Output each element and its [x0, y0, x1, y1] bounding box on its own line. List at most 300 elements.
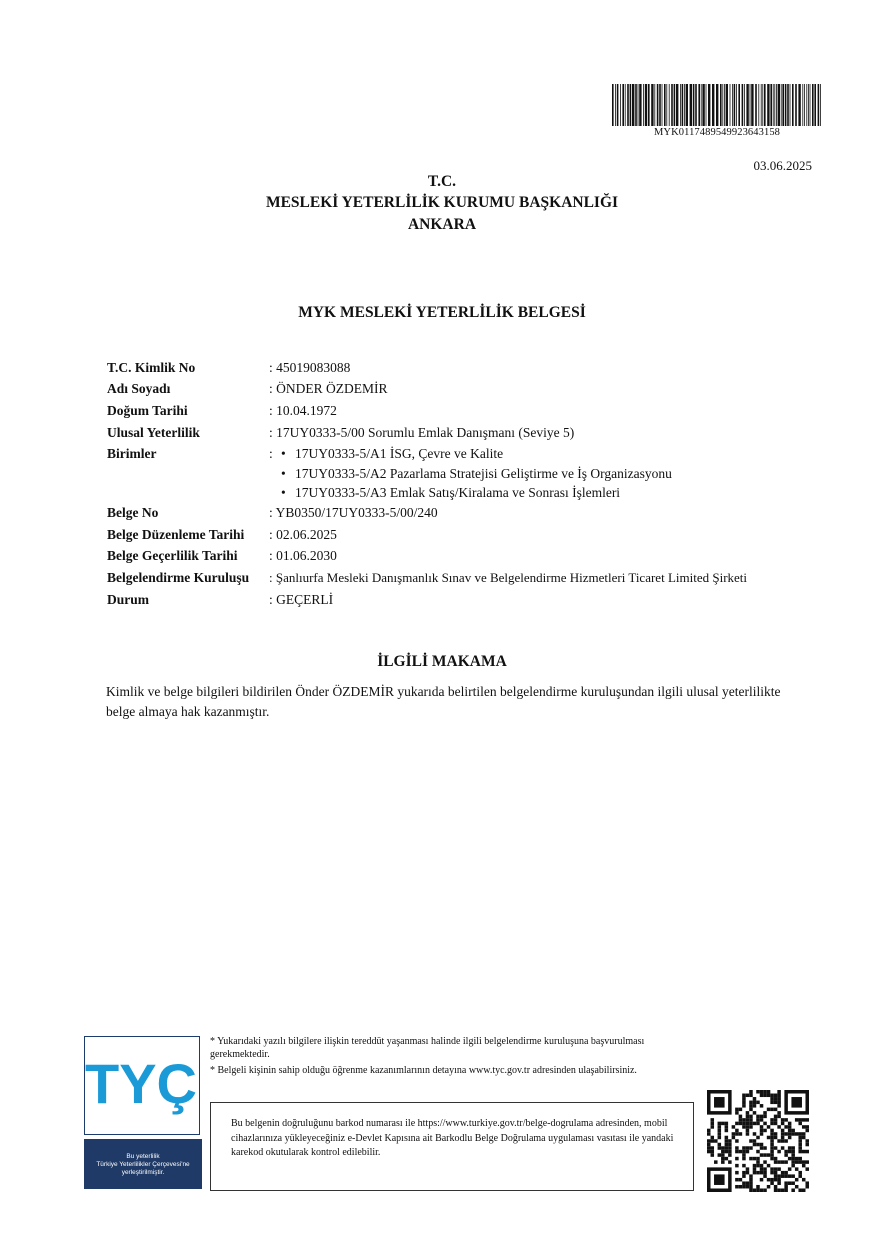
qr-module	[760, 1143, 764, 1147]
qr-module	[791, 1174, 795, 1178]
qr-module	[756, 1188, 760, 1192]
qr-module	[728, 1150, 732, 1154]
qr-module	[791, 1164, 795, 1168]
qr-module	[777, 1101, 781, 1105]
barcode-bar	[818, 84, 820, 126]
qr-module	[788, 1136, 792, 1140]
qr-module	[774, 1118, 778, 1122]
qr-module	[767, 1153, 771, 1157]
barcode-bar	[814, 84, 816, 126]
qr-module	[763, 1129, 767, 1133]
barcode-bar	[659, 84, 661, 126]
barcode-bar	[690, 84, 692, 126]
barcode-bar	[669, 84, 670, 126]
qr-module	[791, 1160, 795, 1164]
barcode-bar	[706, 84, 707, 126]
qr-module	[732, 1132, 736, 1136]
qr-module	[760, 1164, 764, 1168]
barcode-bar	[804, 84, 805, 126]
qr-module	[767, 1136, 771, 1140]
qr-module	[763, 1160, 767, 1164]
qr-module	[739, 1178, 743, 1182]
barcode-bar	[764, 84, 766, 126]
qr-module	[774, 1185, 778, 1189]
qr-module	[770, 1146, 774, 1150]
qr-module	[763, 1153, 767, 1157]
label-dogum-tarihi: Doğum Tarihi	[107, 403, 188, 418]
qr-code	[707, 1090, 809, 1192]
qr-module	[746, 1129, 750, 1133]
qr-module	[774, 1115, 778, 1119]
qr-module	[718, 1136, 722, 1140]
qr-module	[791, 1157, 795, 1161]
qr-module	[753, 1164, 757, 1168]
qr-module	[735, 1129, 739, 1133]
qr-module	[791, 1146, 795, 1150]
qr-module	[760, 1104, 764, 1108]
barcode-bar	[680, 84, 681, 126]
qr-module	[784, 1139, 788, 1143]
unit-list	[279, 444, 839, 503]
qr-module	[746, 1125, 750, 1129]
qr-module	[714, 1139, 718, 1143]
barcode-bar	[812, 84, 814, 126]
qr-module	[746, 1122, 750, 1126]
qr-module	[774, 1122, 778, 1126]
qr-module	[711, 1146, 715, 1150]
qr-module	[735, 1157, 739, 1161]
barcode-bar	[635, 84, 637, 126]
qr-module	[749, 1188, 753, 1192]
value-ulusal-yeterlilik: : 17UY0333-5/00 Sorumlu Emlak Danışmanı (Seviye 5)	[269, 425, 575, 440]
qr-module	[763, 1167, 767, 1171]
qr-module	[788, 1174, 792, 1178]
qr-module	[788, 1129, 792, 1133]
qr-module	[774, 1188, 778, 1192]
barcode-bar	[720, 84, 722, 126]
qr-module	[795, 1160, 799, 1164]
qr-module	[805, 1167, 809, 1171]
qr-module	[774, 1094, 778, 1098]
qr-module	[753, 1132, 757, 1136]
barcode-bar	[695, 84, 697, 126]
qr-module	[753, 1101, 757, 1105]
label-belge-duzenleme-tarihi: Belge Düzenleme Tarihi	[107, 527, 245, 542]
label-belge-gecerlilik-tarihi: Belge Geçerlilik Tarihi	[107, 548, 238, 563]
qr-module	[735, 1171, 739, 1175]
qr-module	[770, 1171, 774, 1175]
qr-module	[756, 1150, 760, 1154]
qr-module	[788, 1122, 792, 1126]
barcode-bar	[654, 84, 655, 126]
qr-module	[770, 1118, 774, 1122]
qr-module	[756, 1143, 760, 1147]
qr-module	[711, 1118, 715, 1122]
qr-module	[725, 1129, 729, 1133]
qr-module	[784, 1171, 788, 1175]
qr-module	[802, 1150, 806, 1154]
qr-module	[791, 1181, 795, 1185]
qr-module	[746, 1167, 750, 1171]
qr-module	[788, 1146, 792, 1150]
barcode-bar	[686, 84, 688, 126]
qr-module	[805, 1143, 809, 1147]
qr-module	[760, 1129, 764, 1133]
qr-module	[770, 1132, 774, 1136]
qr-module	[749, 1104, 753, 1108]
qr-module	[798, 1174, 802, 1178]
qr-module	[742, 1181, 746, 1185]
qr-module	[802, 1164, 806, 1168]
qr-module	[767, 1090, 771, 1094]
qr-module	[756, 1136, 760, 1140]
qr-module	[746, 1146, 750, 1150]
qr-module	[753, 1157, 757, 1161]
qr-module	[774, 1101, 778, 1105]
barcode-bar	[806, 84, 807, 126]
qr-module	[770, 1181, 774, 1185]
tyc-logo	[84, 1036, 200, 1135]
barcode-bar	[778, 84, 780, 126]
qr-module	[770, 1097, 774, 1101]
footer-note-2: * Belgeli kişinin sahip olduğu öğrenme kazanımlarının detayına www.tyc.gov.tr adresinden ulaşabilirsiniz.	[210, 1065, 637, 1076]
qr-module	[714, 1160, 718, 1164]
qr-module	[746, 1181, 750, 1185]
barcode-bar	[612, 84, 614, 126]
qr-module	[784, 1132, 788, 1136]
qr-module	[777, 1167, 781, 1171]
qr-module	[749, 1118, 753, 1122]
section-title: İLGİLİ MAKAMA	[377, 653, 507, 670]
barcode-bar	[732, 84, 733, 126]
qr-module	[784, 1118, 788, 1122]
qr-module	[774, 1157, 778, 1161]
birimler-colon: :	[269, 446, 273, 461]
barcode-bar	[770, 84, 772, 126]
qr-module	[777, 1125, 781, 1129]
qr-module	[718, 1122, 722, 1126]
qr-module	[742, 1097, 746, 1101]
qr-module	[707, 1146, 711, 1150]
qr-module	[718, 1125, 722, 1129]
qr-module	[742, 1101, 746, 1105]
qr-module	[798, 1118, 802, 1122]
qr-module	[798, 1122, 802, 1126]
qr-module	[760, 1125, 764, 1129]
barcode-bar	[643, 84, 644, 126]
barcode-bar	[795, 84, 797, 126]
qr-module	[770, 1143, 774, 1147]
qr-module	[777, 1115, 781, 1119]
qr-module	[767, 1094, 771, 1098]
qr-module	[725, 1139, 729, 1143]
qr-module	[749, 1146, 753, 1150]
qr-module	[756, 1118, 760, 1122]
qr-module	[728, 1146, 732, 1150]
qr-module	[795, 1157, 799, 1161]
barcode-bar	[708, 84, 710, 126]
qr-module	[770, 1167, 774, 1171]
document-date: 03.06.2025	[753, 158, 812, 173]
qr-module	[718, 1129, 722, 1133]
qr-module	[711, 1153, 715, 1157]
barcode-bar	[693, 84, 695, 126]
barcode-bar	[787, 84, 789, 126]
qr-module	[742, 1174, 746, 1178]
qr-module	[770, 1178, 774, 1182]
qr-module	[763, 1122, 767, 1126]
qr-module	[788, 1157, 792, 1161]
qr-module	[739, 1122, 743, 1126]
qr-module	[774, 1097, 778, 1101]
qr-module	[763, 1146, 767, 1150]
qr-module	[798, 1146, 802, 1150]
qr-module	[770, 1157, 774, 1161]
qr-module	[802, 1132, 806, 1136]
qr-module	[770, 1153, 774, 1157]
value-belgelendirme-kurulusu: : Şanlıurfa Mesleki Danışmanlık Sınav ve Belgelendirme Hizmetleri Ticaret Limited Şirketi	[269, 570, 748, 585]
tyc-band-line: yerleştirilmiştir.	[121, 1169, 165, 1176]
barcode-bar	[750, 84, 751, 126]
qr-module	[760, 1132, 764, 1136]
qr-module	[753, 1188, 757, 1192]
qr-module	[742, 1146, 746, 1150]
qr-module	[756, 1115, 760, 1119]
row-belge-no	[107, 502, 827, 523]
qr-module	[791, 1132, 795, 1136]
barcode-bar	[774, 84, 775, 126]
barcode-bar	[671, 84, 673, 126]
document-title: MYK MESLEKİ YETERLİLİK BELGESİ	[298, 304, 586, 321]
tyc-logo-icon	[85, 1037, 198, 1133]
qr-module	[749, 1094, 753, 1098]
qr-module	[777, 1181, 781, 1185]
qr-module	[756, 1090, 760, 1094]
barcode-bar	[781, 84, 782, 126]
qr-module	[753, 1122, 757, 1126]
qr-module	[735, 1185, 739, 1189]
qr-module	[798, 1160, 802, 1164]
qr-module	[774, 1160, 778, 1164]
barcode-bar	[726, 84, 728, 126]
header-institution: MESLEKİ YETERLİLİK KURUMU BAŞKANLIĞI	[265, 194, 619, 211]
qr-module	[784, 1125, 788, 1129]
qr-module	[777, 1150, 781, 1154]
qr-module	[763, 1174, 767, 1178]
qr-module	[739, 1185, 743, 1189]
barcode-bar	[627, 84, 629, 126]
barcode-bar	[702, 84, 704, 126]
barcode-bar	[639, 84, 641, 126]
barcode-bar	[701, 84, 702, 126]
barcode-bar	[651, 84, 653, 126]
qr-module	[777, 1097, 781, 1101]
barcode-bar	[620, 84, 621, 126]
qr-module	[781, 1129, 785, 1133]
qr-module	[742, 1118, 746, 1122]
barcode-bar	[657, 84, 659, 126]
qr-module	[802, 1125, 806, 1129]
unit-item: • 17UY0333-5/A3 Emlak Satış/Kiralama ve Sonrası İşlemleri	[279, 483, 839, 503]
qr-module	[707, 1139, 711, 1143]
qr-module	[753, 1111, 757, 1115]
qr-module	[725, 1157, 729, 1161]
barcode-bar	[755, 84, 757, 126]
qr-module	[777, 1104, 781, 1108]
qr-module	[781, 1146, 785, 1150]
qr-module	[767, 1108, 771, 1112]
qr-module	[784, 1181, 788, 1185]
header-city: ANKARA	[407, 216, 477, 233]
unit-item: • 17UY0333-5/A1 İSG, Çevre ve Kalite	[279, 444, 839, 464]
qr-module	[767, 1185, 771, 1189]
qr-module	[770, 1108, 774, 1112]
qr-module	[798, 1157, 802, 1161]
qr-module	[760, 1178, 764, 1182]
barcode-bar	[730, 84, 731, 126]
statement-paragraph: Kimlik ve belge bilgileri bildirilen Önder ÖZDEMİR yukarıda belirtilen belgelendirme kuruluşundan ilgili ulusal yeterlilikte belge almaya hak kazanmıştır.	[106, 684, 781, 719]
qr-module	[777, 1178, 781, 1182]
qr-module	[742, 1122, 746, 1126]
qr-module	[739, 1108, 743, 1112]
qr-module	[798, 1150, 802, 1154]
qr-module	[788, 1132, 792, 1136]
qr-module	[784, 1153, 788, 1157]
qr-module	[746, 1118, 750, 1122]
row-tc-kimlik-no	[107, 357, 827, 378]
qr-module	[791, 1129, 795, 1133]
row-dogum-tarihi	[107, 400, 827, 421]
qr-module	[756, 1101, 760, 1105]
qr-module	[802, 1188, 806, 1192]
barcode-bar	[682, 84, 684, 126]
barcode-bar	[808, 84, 809, 126]
qr-module	[777, 1174, 781, 1178]
qr-module	[742, 1153, 746, 1157]
qr-module	[763, 1094, 767, 1098]
qr-module	[718, 1132, 722, 1136]
qr-module	[711, 1122, 715, 1126]
qr-module	[798, 1136, 802, 1140]
qr-module	[749, 1178, 753, 1182]
qr-module	[746, 1150, 750, 1154]
qr-module	[805, 1150, 809, 1154]
barcode-bar	[792, 84, 794, 126]
qr-module	[711, 1125, 715, 1129]
barcode-bar	[820, 84, 821, 126]
qr-module	[763, 1188, 767, 1192]
qr-module	[735, 1150, 739, 1154]
qr-module	[735, 1164, 739, 1168]
barcode-bar	[773, 84, 774, 126]
barcode-bar	[746, 84, 748, 126]
tyc-band-line: Türkiye Yeterlilikler Çerçevesi'ne	[96, 1161, 190, 1168]
qr-module	[763, 1090, 767, 1094]
barcode-bar	[724, 84, 725, 126]
barcode-bar	[638, 84, 639, 126]
qr-module	[749, 1181, 753, 1185]
qr-module	[802, 1118, 806, 1122]
qr-module	[760, 1171, 764, 1175]
qr-module	[725, 1146, 729, 1150]
qr-module	[781, 1188, 785, 1192]
qr-module	[728, 1153, 732, 1157]
qr-module	[774, 1132, 778, 1136]
qr-module	[770, 1094, 774, 1098]
qr-module	[774, 1146, 778, 1150]
barcode-bar	[648, 84, 650, 126]
qr-module	[784, 1185, 788, 1189]
qr-module	[707, 1129, 711, 1133]
qr-module	[770, 1129, 774, 1133]
qr-module	[711, 1139, 715, 1143]
tyc-band	[84, 1139, 202, 1189]
qr-module	[760, 1094, 764, 1098]
barcode-bar	[734, 84, 736, 126]
qr-module	[791, 1188, 795, 1192]
barcode-bar	[615, 84, 616, 126]
qr-module	[805, 1160, 809, 1164]
qr-module	[735, 1139, 739, 1143]
barcode-bar	[617, 84, 619, 126]
qr-module	[718, 1143, 722, 1147]
qr-module	[781, 1132, 785, 1136]
value-dogum-tarihi: : 10.04.1972	[269, 403, 337, 418]
qr-module	[721, 1153, 725, 1157]
qr-module	[760, 1115, 764, 1119]
qr-module	[739, 1132, 743, 1136]
qr-module	[746, 1185, 750, 1189]
label-belge-no: Belge No	[107, 505, 159, 520]
barcode-bar	[676, 84, 678, 126]
qr-module	[760, 1153, 764, 1157]
barcode-bar	[645, 84, 647, 126]
qr-module	[763, 1171, 767, 1175]
qr-module	[739, 1115, 743, 1119]
qr-module	[753, 1104, 757, 1108]
qr-module	[742, 1185, 746, 1189]
value-belge-duzenleme-tarihi: : 02.06.2025	[269, 527, 337, 542]
qr-module	[711, 1150, 715, 1154]
qr-module	[753, 1139, 757, 1143]
qr-module	[742, 1171, 746, 1175]
qr-module	[784, 1188, 788, 1192]
footer-note-1: * Yukarıdaki yazılı bilgilere ilişkin tereddüt yaşanması halinde ilgili belgelendirme kuruluşuna başvurulması gerekmektedir.	[210, 1036, 645, 1060]
qr-module	[781, 1122, 785, 1126]
qr-module	[753, 1171, 757, 1175]
barcode-bar	[666, 84, 667, 126]
qr-module	[798, 1171, 802, 1175]
qr-module	[774, 1108, 778, 1112]
barcode-bar	[802, 84, 803, 126]
qr-module	[805, 1139, 809, 1143]
barcode-bar	[761, 84, 762, 126]
label-ulusal-yeterlilik: Ulusal Yeterlilik	[107, 425, 200, 440]
row-belge-gecerlilik-tarihi	[107, 545, 827, 566]
qr-module	[795, 1118, 799, 1122]
qr-module	[760, 1146, 764, 1150]
qr-module	[798, 1188, 802, 1192]
qr-module	[767, 1125, 771, 1129]
value-tc-kimlik-no: : 45019083088	[269, 360, 351, 375]
qr-module	[756, 1157, 760, 1161]
qr-module	[802, 1136, 806, 1140]
barcode-bar	[767, 84, 769, 126]
qr-module	[742, 1125, 746, 1129]
qr-module	[746, 1115, 750, 1119]
barcode-bar	[762, 84, 763, 126]
barcode-bar	[744, 84, 745, 126]
